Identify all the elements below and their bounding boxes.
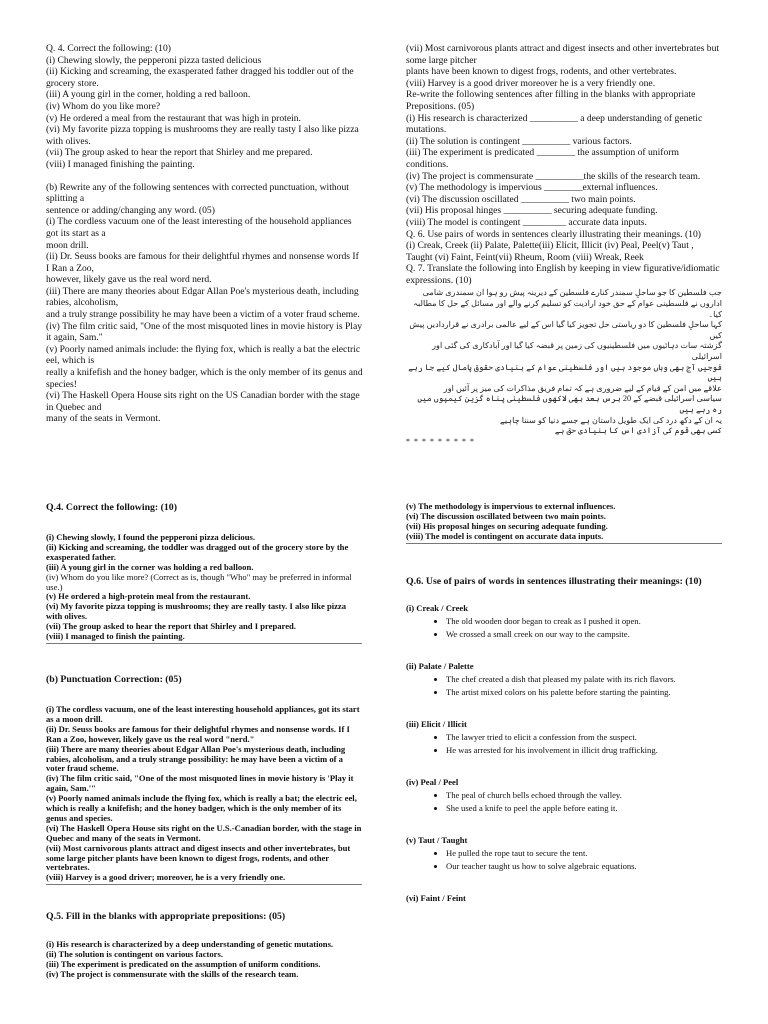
answer-q4-title: Q.4. Correct the following: (10) <box>46 502 177 513</box>
qb-item: (iv) The film critic said, "One of the most misquoted lines in movie history is Play it again, Sam." <box>46 320 363 344</box>
urdu-line: گزشتہ سات دہائیوں میں فلسطینیوں کی زمین پر قبضہ کیا گیا اور آبادکاری کی گئی اور اسرائیلی <box>432 341 722 362</box>
answer-q6-title: Q.6. Use of pairs of words in sentences illustrating their meanings: (10) <box>406 575 702 587</box>
qb-item: (v) Poorly named animals include: the flying fox, which is really a bat the electric eel, which is <box>46 343 361 367</box>
answer-b-title: (b) Punctuation Correction: (05) <box>46 673 182 685</box>
q5-item: (vii) His proposal hinges __________ securing adequate funding. <box>406 205 658 217</box>
pair-label: (iv) Peal / Peel <box>406 776 459 787</box>
answer-item: (iii) The experiment is predicated on the assumption of uniform conditions. <box>46 959 321 970</box>
answer-q5-title: Q.5. Fill in the blanks with appropriate prepositions: (05) <box>46 911 286 923</box>
answers-right <box>406 502 722 903</box>
pair-label: (vi) Faint / Feint <box>406 892 466 903</box>
answer-item: (v) Poorly named animals include the flying fox, which is really a bat; the electric eel, which is really a knifefish; and the honey badger, which is the only member of its genus and species. <box>46 793 357 823</box>
answers-left <box>46 502 362 980</box>
answer-item: (vi) The discussion oscillated between two main points. <box>406 510 606 521</box>
question-paper-left <box>46 43 364 425</box>
pair-sentence: • The peal of church bells echoed through the valley. <box>446 789 722 802</box>
answer-item: (vii) The group asked to hear the report that Shirley and I prepared. <box>46 621 296 632</box>
answer-item: (iii) There are many theories about Edgar Allan Poe's mysterious death, including rabies, alcoholism, and a truly strange possibility: he may have been a victim of a voter fraud scheme. <box>46 743 346 774</box>
answer-item: (viii) Harvey is a good driver; moreover, he is a very friendly one. <box>46 872 286 883</box>
answer-item: (i) The cordless vacuum, one of the least interesting household appliances, got its start as a moon drill. <box>46 703 360 724</box>
qb-item: (i) The cordless vacuum one of the least interesting of the household appliances got its start as a <box>46 216 352 239</box>
q4-item: (i) Chewing slowly, the pepperoni pizza tasted delicious <box>46 54 262 66</box>
q5-item: (viii) The model is contingent _________ accurate data inputs. <box>406 216 647 228</box>
q4-item: (vi) My favorite pizza topping is mushrooms they are really tasty I also like pizza with olives. <box>46 124 359 147</box>
urdu-line: فوجیں آج بھی وہاں موجود ہیں اور فلسطینی عوام کے بنیادی حقوق پامال کیے جا رہے ہیں <box>408 362 722 383</box>
answer-item: (v) He ordered a high-protein meal from the restaurant. <box>46 591 251 602</box>
answer-q5-cont <box>406 502 722 544</box>
urdu-line: جب فلسطین کا جو ساحلِ سمندر کنارے فلسطین کے دیرینہ پیش رو ہوا ان سمندری شامی <box>422 288 722 298</box>
answer-item: (vi) The Haskell Opera House sits right on the U.S.-Canadian border, with the stage in Quebec and many of the seats in Vermont. <box>46 822 362 843</box>
q4-item: (iii) A young girl in the corner, holding a red balloon. <box>46 89 251 101</box>
answer-item: (ii) Dr. Seuss books are famous for their delightful rhymes and nonsense words. If I Ran a Zoo, however, likely gave us the real word "nerd." <box>46 723 350 744</box>
qb-item: plants have been known to digest frogs, rodents, and other vertebrates. <box>406 66 677 78</box>
qb-item: however, likely gave us the real word nerd. <box>46 274 212 286</box>
answer-item: (ii) The solution is contingent on various factors. <box>46 949 223 960</box>
qb-item: really a knifefish and the honey badger, which is the only member of its genus and species! <box>46 367 363 390</box>
pair-block <box>406 661 722 699</box>
pair-sentence: • The chef created a dish that pleased my palate with its rich flavors. <box>446 673 722 686</box>
answer-item: (iii) A young girl in the corner was holding a red balloon. <box>46 561 254 572</box>
q6-items: (i) Creak, Creek (ii) Palate, Palette(iii) Elicit, Illicit (iv) Peal, Peel(v) Taut , Taught (vi) Faint, Feint(vii) Rheum, Room (viii) Wreak, Reek <box>406 240 694 263</box>
q7-title: Q. 7. Translate the following into English by keeping in view figurative/idiomatic expressions. (10) <box>406 263 720 286</box>
pair-label: (v) Taut / Taught <box>406 834 468 845</box>
pair-sentence: • The old wooden door began to creak as I pushed it open. <box>446 615 722 628</box>
answer-b-list <box>46 705 362 885</box>
q4-item: (ii) Kicking and screaming, the exasperated father dragged his toddler out of the grocery store. <box>46 66 354 89</box>
pair-label: (i) Creak / Creek <box>406 602 468 613</box>
q5-item: (v) The methodology is impervious ________external influences. <box>406 182 658 194</box>
q5-title: Re-write the following sentences after filling in the blanks with appropriate Prepositions. (05) <box>406 89 696 112</box>
answer-item: (vii) Most carnivorous plants attract and digest insects and other invertebrates, but some large pitcher plants have been known to digest frogs, rodents, and other vertebrates. <box>46 842 351 873</box>
answer-item: (viii) The model is contingent on accurate data inputs. <box>406 530 604 541</box>
question-paper-right <box>406 43 722 446</box>
qb-item: many of the seats in Vermont. <box>46 413 161 425</box>
answer-item: (vii) His proposal hinges on securing adequate funding. <box>406 520 608 531</box>
urdu-line: کسی بھی قوم کی آزادی اس کا بنیادی حق ہے <box>554 426 722 436</box>
pair-sentence: • We crossed a small creek on our way to the campsite. <box>446 628 722 641</box>
q6-title: Q. 6. Use pairs of words in sentences clearly illustrating their meanings. (10) <box>406 228 701 240</box>
q5-item: (ii) The solution is contingent __________ various factors. <box>406 135 632 147</box>
answer-item: (viii) I managed to finish the painting. <box>46 631 185 642</box>
urdu-line: سیاسی اسرائیلی قبضے کے 20 برس بعد بھی لاکھوں فلسطینی پناہ گزین کیمپوں میں رہ رہے ہیں <box>417 394 722 414</box>
q4-item: (v) He ordered a meal from the restaurant that was high in protein. <box>46 112 301 124</box>
answer-q5-list <box>46 940 362 980</box>
q4-title: Q. 4. Correct the following: (10) <box>46 43 171 54</box>
pair-block <box>406 719 722 757</box>
q4-item: (viii) I managed finishing the painting. <box>46 158 195 170</box>
pair-label: (ii) Palate / Palette <box>406 660 474 671</box>
q5-item: (iv) The project is commensurate __________the skills of the research team. <box>406 170 701 182</box>
answer-item: (iv) The project is commensurate with the skills of the research team. <box>46 969 299 979</box>
q5-item: (vi) The discussion oscillated __________ two main points. <box>406 193 636 205</box>
pair-sentence: • The artist mixed colors on his palette before starting the painting. <box>446 686 722 699</box>
urdu-line: علاقے میں امن کے قیام کے لیے ضروری ہے کہ تمام فریق مذاکرات کی میز پر آئیں اور <box>443 383 722 393</box>
answer-item: (i) Chewing slowly, I found the pepperoni pizza delicious. <box>46 532 255 542</box>
pair-sentence: • He pulled the rope taut to secure the tent. <box>446 847 722 860</box>
urdu-line: کہا ساحلِ فلسطین کا دو ریاستی حل تجویز کیا گیا اس کے لیے عالمی برادری نے قراردادیں پیش کیں <box>409 320 722 340</box>
answer-item: (vi) My favorite pizza topping is mushrooms; they are really tasty. I also like pizza with olives. <box>46 601 347 622</box>
pair-sentence: • He was arrested for his involvement in illicit drug trafficking. <box>446 744 722 757</box>
qb-item: moon drill. <box>46 239 89 251</box>
qb-item: (ii) Dr. Seuss books are famous for their delightful rhymes and nonsense words If I Ran a Zoo, <box>46 251 359 274</box>
q4-item: (vii) The group asked to hear the report that Shirley and me prepared. <box>46 147 313 159</box>
q5-item: (i) His research is characterized __________ a deep understanding of genetic mutations. <box>406 112 703 136</box>
pair-label: (iii) Elicit / Illicit <box>406 718 467 729</box>
separator-stars: * * * * * * * * * <box>406 436 475 446</box>
pair-block <box>406 835 722 873</box>
qb-item: (vii) Most carnivorous plants attract and digest insects and other invertebrates but some large pitcher <box>406 43 720 66</box>
pair-sentence: • The lawyer tried to elicit a confession from the suspect. <box>446 731 722 744</box>
qb-item: (vi) The Haskell Opera House sits right on the US Canadian border with the stage in Quebec and <box>46 390 360 413</box>
urdu-line: اداروں نے فلسطینی عوام کے حق خود ارادیت کو تسلیم کرنے والے اور مسائل کے حل کا مطالبہ کیا۔ <box>413 299 722 319</box>
q4-item: (iv) Whom do you like more? <box>46 100 161 112</box>
qb-title: (b) Rewrite any of the following sentences with corrected punctuation, without splitting a <box>46 181 349 205</box>
answer-item: (ii) Kicking and screaming, the toddler was dragged out of the grocery store by the exasperated father. <box>46 541 349 562</box>
urdu-passage <box>406 288 722 436</box>
qb-item: (viii) Harvey is a good driver moreover he is a very friendly one. <box>406 77 656 89</box>
pair-block <box>406 777 722 815</box>
pair-sentence: • Our teacher taught us how to solve algebraic equations. <box>446 860 722 873</box>
urdu-line: یہ ان کے دکھ درد کی ایک طویل داستان ہے جسے دنیا کو سننا چاہیے <box>500 415 722 425</box>
pair-block <box>406 603 722 641</box>
answer-q4-list <box>46 533 362 644</box>
qb-item: and a truly strange possibility he may have been a victim of a voter fraud scheme. <box>46 309 360 321</box>
qb-title-cont: sentence or adding/changing any word. (05) <box>46 204 215 216</box>
answer-item: (iv) The film critic said, "One of the most misquoted lines in movie history is 'Play it again, Sam.'" <box>46 773 354 794</box>
qb-item: (iii) There are many theories about Edgar Allan Poe's mysterious death, including rabies, alcoholism, <box>46 285 359 309</box>
answer-item: (i) His research is characterized by a deep understanding of genetic mutations. <box>46 939 334 950</box>
answer-item: (iv) Whom do you like more? (Correct as is, though "Who" may be preferred in informal use.) <box>46 571 352 592</box>
pair-sentence: • She used a knife to peel the apple before eating it. <box>446 802 722 815</box>
answer-item: (v) The methodology is impervious to external influences. <box>406 501 616 511</box>
q5-item: (iii) The experiment is predicated ________ the assumption of uniform conditions. <box>406 147 679 170</box>
